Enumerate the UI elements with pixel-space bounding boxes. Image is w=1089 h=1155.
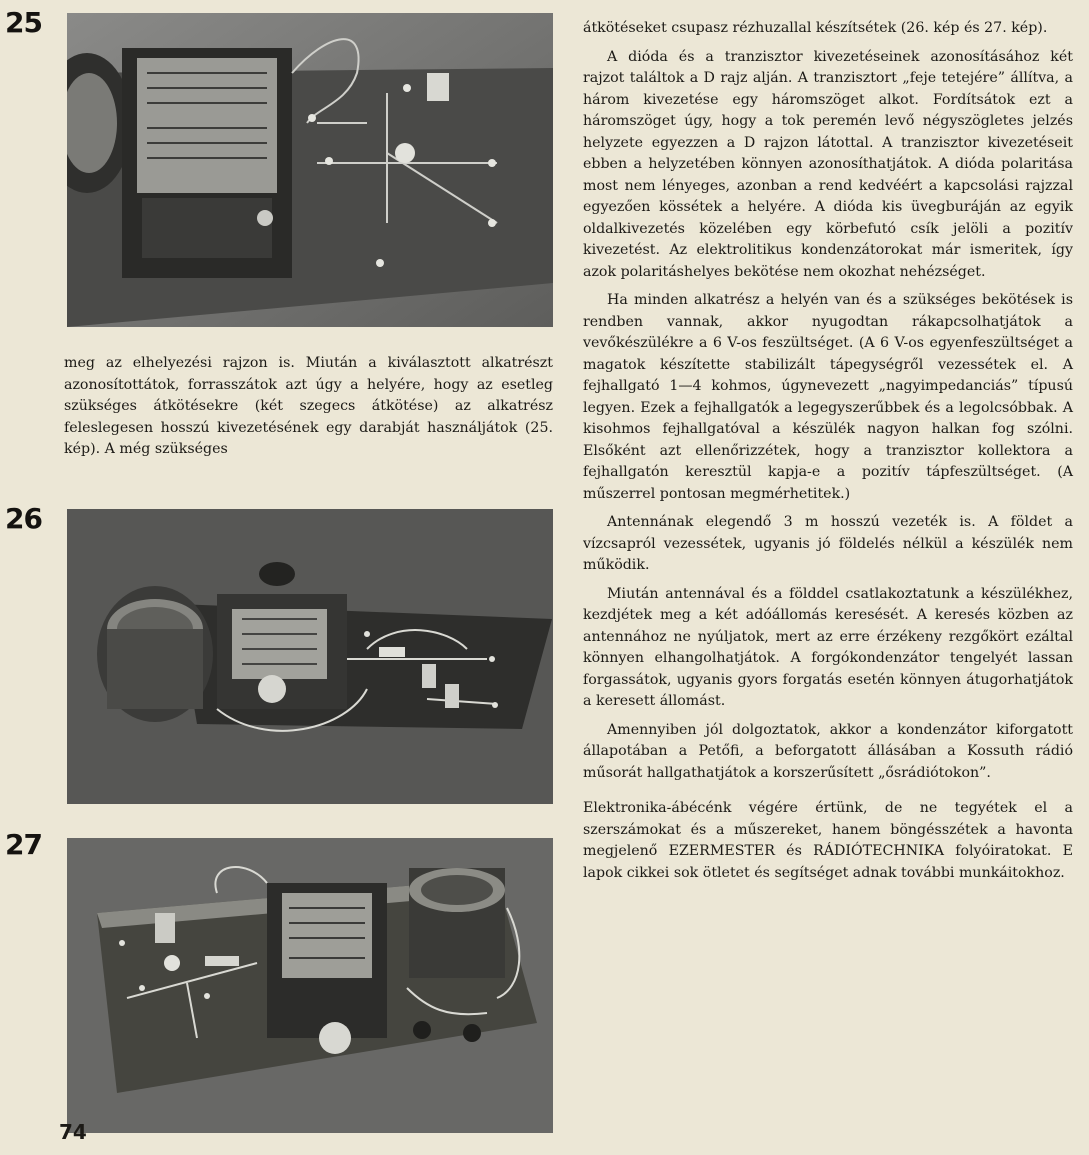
right-paragraph-5: Miután antennával és a földdel csatlakoztatunk a készülékhez, kezdjétek meg a két adóállomás keresését. A keresés közben az antennához ne nyúljatok, mert az erre érzékeny rezgőkört ezáltal könnyen elhangolhatjátok. A forgókondenzátor tengelyét lassan forgassátok, ugyanis gyors forgatás esetén könnyen átugorhatjátok a keresett állomást. bbox=[583, 585, 1073, 709]
figure-number-25: 25 bbox=[5, 6, 42, 39]
page-number: 74 bbox=[59, 1120, 87, 1144]
photo-25-receiver-top-view bbox=[67, 13, 553, 327]
left-paragraph: meg az elhelyezési rajzon is. Miután a kiválasztott alkatrészt azonosítottátok, forrasszátok azt úgy a helyére, hogy az esetleg szükséges átkötésekre (két szegecs átkötése) az alkatrész feleslegesen hosszú kivezetésének egy darabját használjátok (25. kép). A még szükséges bbox=[64, 355, 553, 457]
right-paragraph-2: A dióda és a tranzisztor kivezetéseinek azonosításához két rajzot találtok a D rajz alján. A tranzisztort „feje tetejére” állítva, a három kivezetése egy háromszöget alkot. Fordítsátok ezt a háromszöget úgy, hogy a tok peremén levő négyszögletes jelzés helyzete egyezzen a D rajzon látottal. A tranzisztor kivezetéseit ebben a helyzetében könnyen azonosíthatjátok. A dióda polaritása most nem lényeges, azonban a rend kedvéért a kapcsolási rajzzal egyezően kössétek a helyére. A dióda kis üvegburáján az egyik oldalkivezetés közelében egy körbefutó csík jelöli a pozitív kivezetést. Az elektrolitikus kondenzátorokat már ismeritek, így azok polaritáshelyes bekötése nem okozhat nehézséget. bbox=[583, 48, 1073, 280]
right-paragraph-6: Amennyiben jól dolgoztatok, akkor a kondenzátor kiforgatott állapotában a Petőfi, a beforgatott állásában a Kossuth rádió műsorát hallgathatjátok a korszerűsített „ősrádiótokon”. bbox=[583, 721, 1073, 781]
right-paragraph-4: Antennának elegendő 3 m hosszú vezeték is. A földet a vízcsapról vezessétek, ugyanis jó földelés nélkül a készülék nem működik. bbox=[583, 514, 1073, 573]
figure-number-26: 26 bbox=[5, 502, 42, 535]
right-paragraph-1: átkötéseket csupasz rézhuzallal készítsétek (26. kép és 27. kép). bbox=[583, 20, 1048, 36]
figure-number-27: 27 bbox=[5, 828, 42, 861]
right-column-text bbox=[583, 18, 1073, 891]
right-paragraph-3: Ha minden alkatrész a helyén van és a szükséges bekötések is rendben vannak, akkor nyugodtan rákapcsolhatjátok a vevőkészülékre a 6 V-os feszültséget. (A 6 V-os egyenfeszültséget a magatok készítette stabilizált tápegységről vezessétek el. A fejhallgató 1—4 kohmos, úgynevezett „nagyimpedanciás” típusú legyen. Ezek a fejhallgatók a legegyszerűbbek és a legolcsóbbak. A kisohmos fejhallgatóval a készülék nagyon halkan fog szólni. Elsőként azt ellenőrizzétek, hogy a tranzisztor kollektora a fejhallgatón keresztül kapja-e a pozitív tápfeszültséget. (A műszerrel pontosan megmérhetitek.) bbox=[583, 292, 1073, 502]
photo-26-receiver-side-view bbox=[67, 509, 553, 804]
right-paragraph-7: Elektronika-ábécénk végére értünk, de ne tegyétek el a szerszámokat és a műszereket, hanem böngésszétek a havonta megjelenő EZERMESTER és RÁDIÓTECHNIKA folyóiratokat. E lapok cikkei sok ötletet és segítséget adnak további munkáitokhoz. bbox=[583, 800, 1073, 881]
photo-27-receiver-front-view bbox=[67, 838, 553, 1133]
left-column-text bbox=[64, 353, 553, 468]
